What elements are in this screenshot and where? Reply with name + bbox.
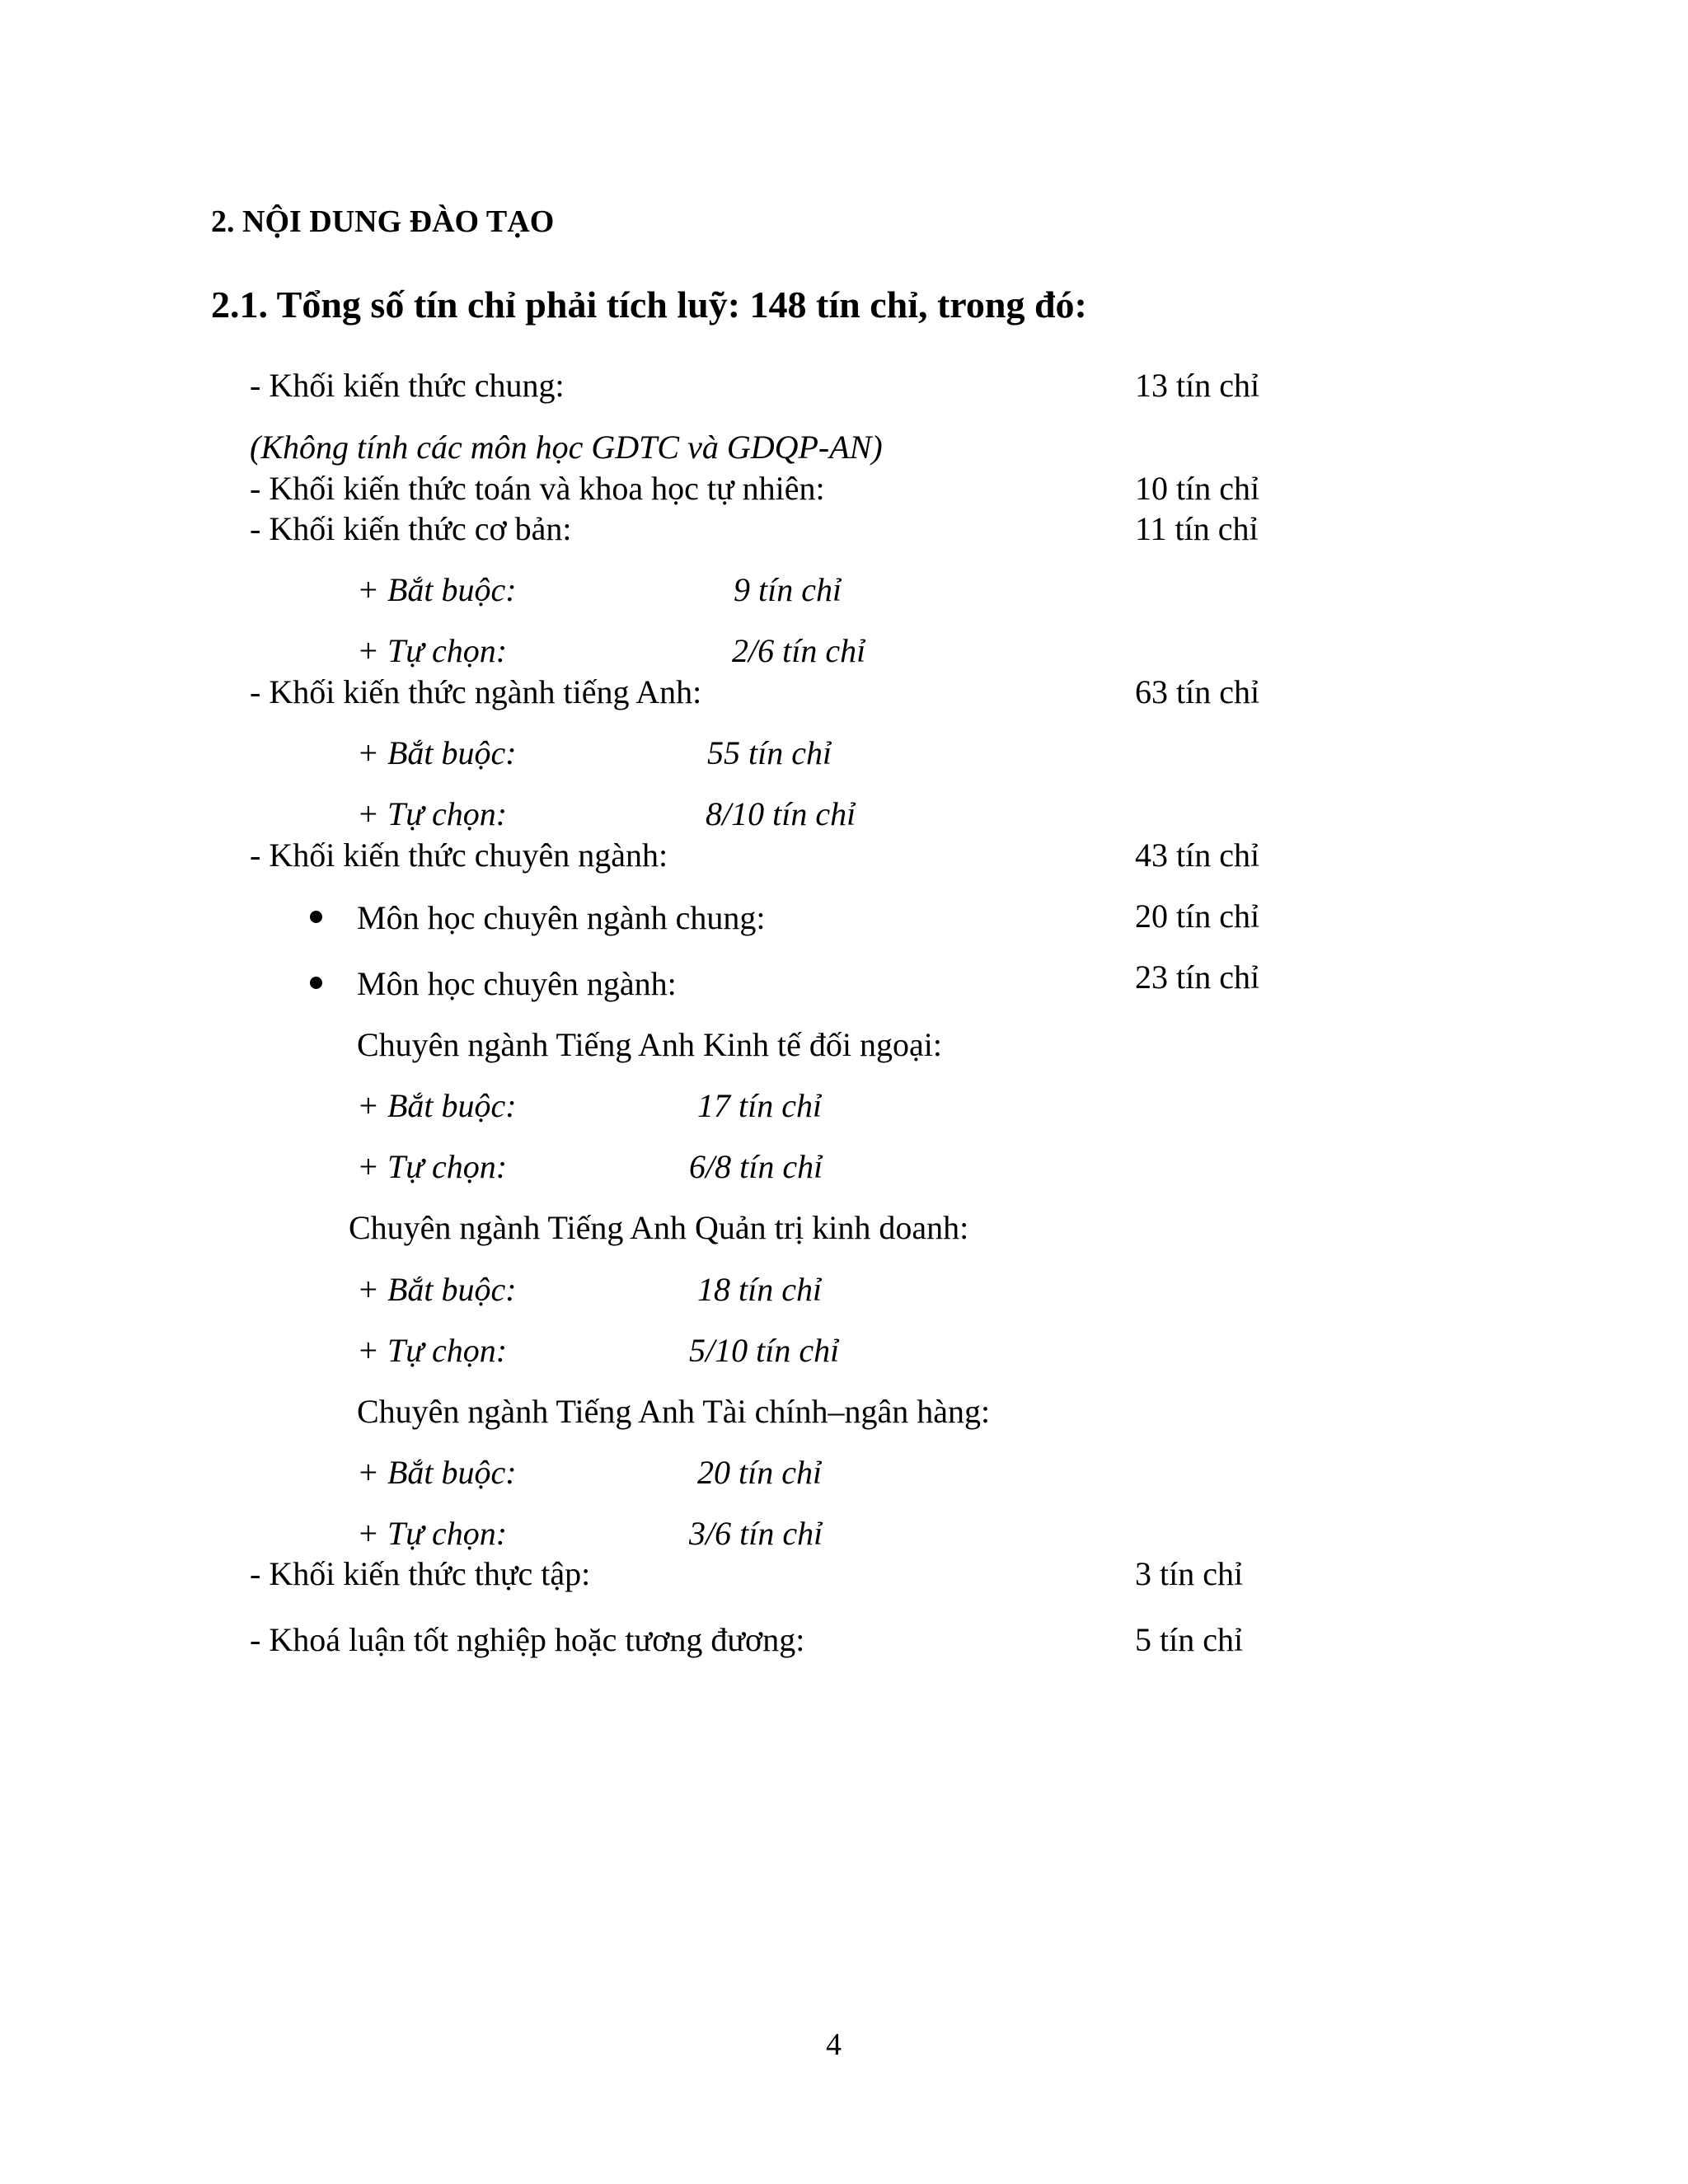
sub-label: + Tự chọn: xyxy=(357,1515,508,1552)
sub-value: 6/8 tín chỉ xyxy=(689,1148,823,1185)
sub-label: + Tự chọn: xyxy=(357,1332,508,1369)
sub-value: 2/6 tín chỉ xyxy=(732,632,866,669)
sub-value: 9 tín chỉ xyxy=(734,571,842,608)
sub-value: 8/10 tín chỉ xyxy=(706,795,856,832)
section-title: 2. NỘI DUNG ĐÀO TẠO xyxy=(211,204,555,239)
specialization-title: Chuyên ngành Tiếng Anh Quản trị kinh doanh: xyxy=(349,1209,969,1246)
sub-label: + Bắt buộc: xyxy=(357,734,517,771)
bullet-icon xyxy=(310,911,322,923)
item-label: - Khối kiến thức chuyên ngành: xyxy=(250,837,668,874)
page-number: 4 xyxy=(826,2027,842,2062)
item-credits: 3 tín chỉ xyxy=(1135,1555,1244,1592)
specialization-title: Chuyên ngành Tiếng Anh Tài chính–ngân hàng: xyxy=(357,1393,991,1430)
item-credits: 23 tín chỉ xyxy=(1135,958,1260,996)
item-credits: 11 tín chỉ xyxy=(1135,510,1259,547)
bullet-label: Môn học chuyên ngành chung: xyxy=(357,899,766,936)
item-credits: 10 tín chỉ xyxy=(1135,470,1260,507)
item-credits: 20 tín chỉ xyxy=(1135,898,1260,935)
sub-value: 20 tín chỉ xyxy=(697,1454,823,1491)
item-label: - Khối kiến thức ngành tiếng Anh: xyxy=(250,673,702,710)
sub-value: 18 tín chỉ xyxy=(697,1271,823,1308)
sub-label: + Tự chọn: xyxy=(357,795,508,832)
section-subtitle: 2.1. Tổng số tín chỉ phải tích luỹ: 148 tín chỉ, trong đó: xyxy=(211,284,1087,326)
item-credits: 5 tín chỉ xyxy=(1135,1621,1244,1658)
item-credits: 13 tín chỉ xyxy=(1135,367,1260,404)
sub-value: 3/6 tín chỉ xyxy=(689,1515,823,1552)
item-credits: 43 tín chỉ xyxy=(1135,837,1260,874)
item-label: - Khối kiến thức cơ bản: xyxy=(250,510,572,547)
item-label: - Khối kiến thức chung: xyxy=(250,367,565,404)
bullet-label: Môn học chuyên ngành: xyxy=(357,965,677,1002)
item-credits: 63 tín chỉ xyxy=(1135,673,1260,710)
sub-label: + Bắt buộc: xyxy=(357,571,517,608)
item-note: (Không tính các môn học GDTC và GDQP-AN) xyxy=(250,429,883,466)
sub-value: 5/10 tín chỉ xyxy=(689,1332,840,1369)
item-label: - Khối kiến thức thực tập: xyxy=(250,1555,591,1592)
sub-value: 55 tín chỉ xyxy=(707,734,832,771)
sub-label: + Bắt buộc: xyxy=(357,1271,517,1308)
item-label: - Khối kiến thức toán và khoa học tự nhiên: xyxy=(250,470,825,507)
sub-value: 17 tín chỉ xyxy=(697,1087,823,1124)
sub-label: + Bắt buộc: xyxy=(357,1454,517,1491)
item-label: - Khoá luận tốt nghiệp hoặc tương đương: xyxy=(250,1621,805,1658)
sub-label: + Tự chọn: xyxy=(357,632,508,669)
bullet-icon xyxy=(310,977,322,989)
sub-label: + Bắt buộc: xyxy=(357,1087,517,1124)
specialization-title: Chuyên ngành Tiếng Anh Kinh tế đối ngoại: xyxy=(357,1026,942,1063)
sub-label: + Tự chọn: xyxy=(357,1148,508,1185)
